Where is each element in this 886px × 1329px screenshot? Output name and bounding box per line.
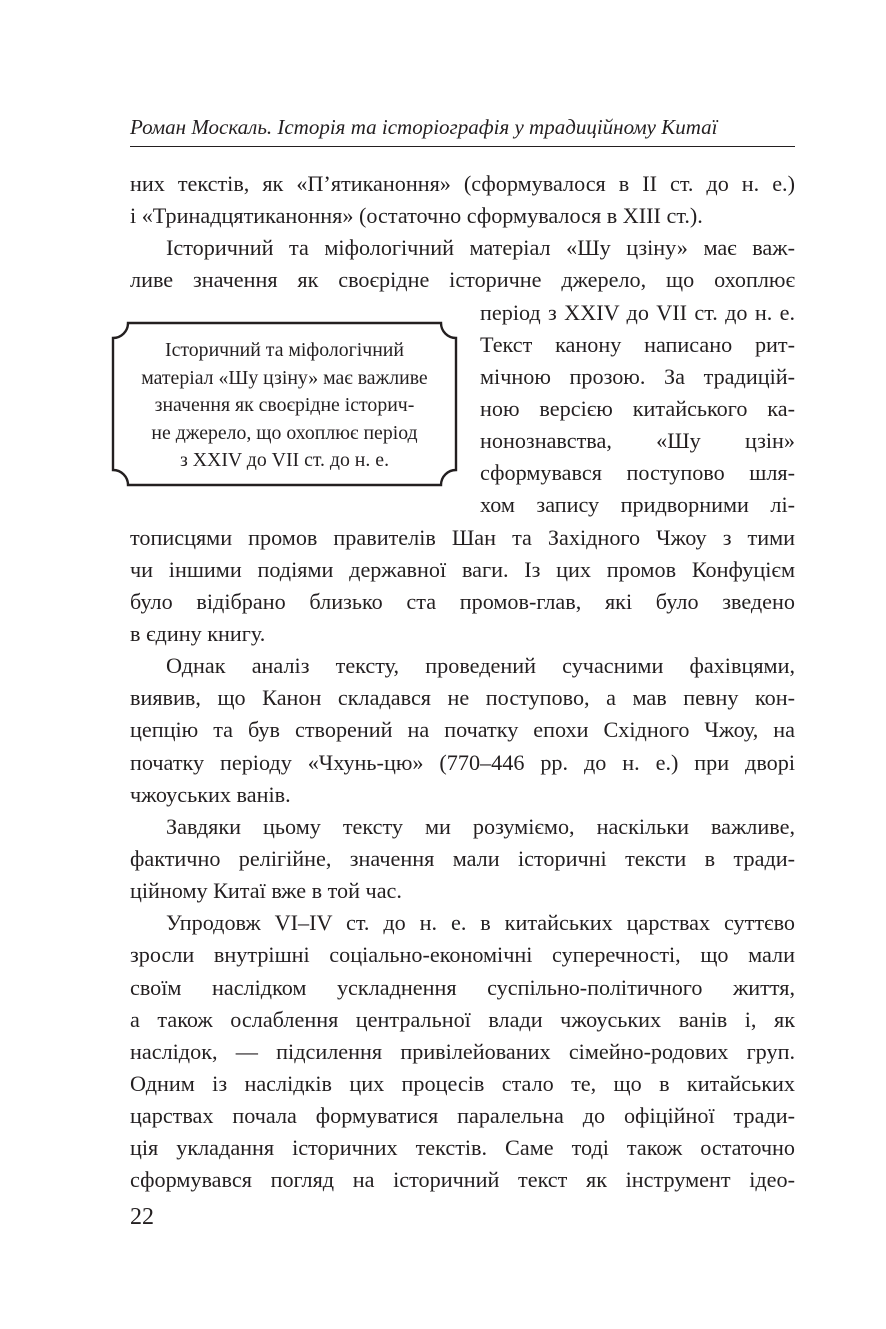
- body-line: а також ослаблення центральної влади чжоуських ванів і, як: [130, 1006, 795, 1032]
- header-rule: [130, 146, 795, 147]
- body-line: Історичний та міфологічний матеріал «Шу цзіну» має важ-: [166, 235, 795, 261]
- body-line: Завдяки цьому тексту ми розуміємо, наскільки важливе,: [166, 813, 795, 839]
- pull-quote-line: з XXIV до VII ст. до н. е.: [179, 449, 390, 471]
- body-line: хом запису придворними лі-: [480, 492, 795, 518]
- body-line: тописцями промов правителів Шан та Західного Чжоу з тими: [130, 524, 795, 550]
- body-line: мічною прозою. За традицій-: [480, 363, 795, 389]
- body-line: наслідок, — підсилення привілейованих сімейно-родових груп.: [130, 1038, 795, 1064]
- body-line: період з XXIV до VII ст. до н. е.: [480, 299, 795, 325]
- pull-quote-line: не джерело, що охоплює період: [151, 421, 418, 444]
- body-line: початку періоду «Чхунь-цю» (770–446 рр. до н. е.) при дворі: [130, 749, 795, 775]
- pull-quote-line: значення як своєрідне історич-: [154, 394, 415, 416]
- running-header: Роман Москаль. Історія та історіографія у традиційному Китаї: [130, 115, 718, 139]
- body-line: ливе значення як своєрідне історичне джерело, що охоплює: [130, 267, 795, 293]
- pull-quote-text: [126, 337, 443, 475]
- pull-quote-line: Історичний та міфологічний: [165, 339, 404, 361]
- body-line: нонознавства, «Шу цзін»: [480, 428, 795, 454]
- body-line: ційному Китаї вже в той час.: [130, 878, 402, 904]
- page-number: 22: [130, 1204, 154, 1230]
- body-line: і «Тринадцятиканоння» (остаточно сформувалося в XIII ст.).: [130, 203, 703, 229]
- body-line: цепцію та був створений на початку епохи Східного Чжоу, на: [130, 717, 795, 743]
- body-line: чжоуських ванів.: [130, 781, 291, 807]
- body-line: Текст канону написано рит-: [480, 331, 795, 357]
- body-line: чи іншими подіями державної ваги. Із цих промов Конфуцієм: [130, 556, 795, 582]
- body-line: виявив, що Канон складався не поступово, а мав певну кон-: [130, 685, 795, 711]
- body-line: в єдину книгу.: [130, 620, 266, 646]
- body-line: зросли внутрішні соціально-економічні суперечності, що мали: [130, 942, 795, 968]
- pull-quote-box: [106, 320, 463, 488]
- body-line: сформувався поступово шля-: [480, 460, 795, 486]
- body-line: Упродовж VI–IV ст. до н. е. в китайських царствах суттєво: [166, 910, 795, 936]
- body-line: Одним із наслідків цих процесів стало те, що в китайських: [130, 1070, 795, 1096]
- body-line: них текстів, як «П’ятиканоння» (сформувалося в II ст. до н. е.): [130, 171, 795, 196]
- body-line: своїм наслідком ускладнення суспільно-політичного життя,: [130, 974, 795, 1000]
- body-line: ція укладання історичних текстів. Саме тоді також остаточно: [130, 1135, 795, 1161]
- body-line: Однак аналіз тексту, проведений сучасними фахівцями,: [166, 653, 795, 679]
- body-line: царствах почала формуватися паралельна до офіційної тради-: [130, 1103, 795, 1129]
- body-line: сформувався погляд на історичний текст як інструмент ідео-: [130, 1167, 795, 1193]
- body-line: ною версією китайського ка-: [480, 395, 795, 421]
- body-line: було відібрано близько ста промов-глав, які було зведено: [130, 588, 795, 614]
- pull-quote-line: матеріал «Шу цзіну» має важливе: [141, 366, 428, 389]
- body-line: фактично релігійне, значення мали історичні тексти в тради-: [130, 845, 795, 871]
